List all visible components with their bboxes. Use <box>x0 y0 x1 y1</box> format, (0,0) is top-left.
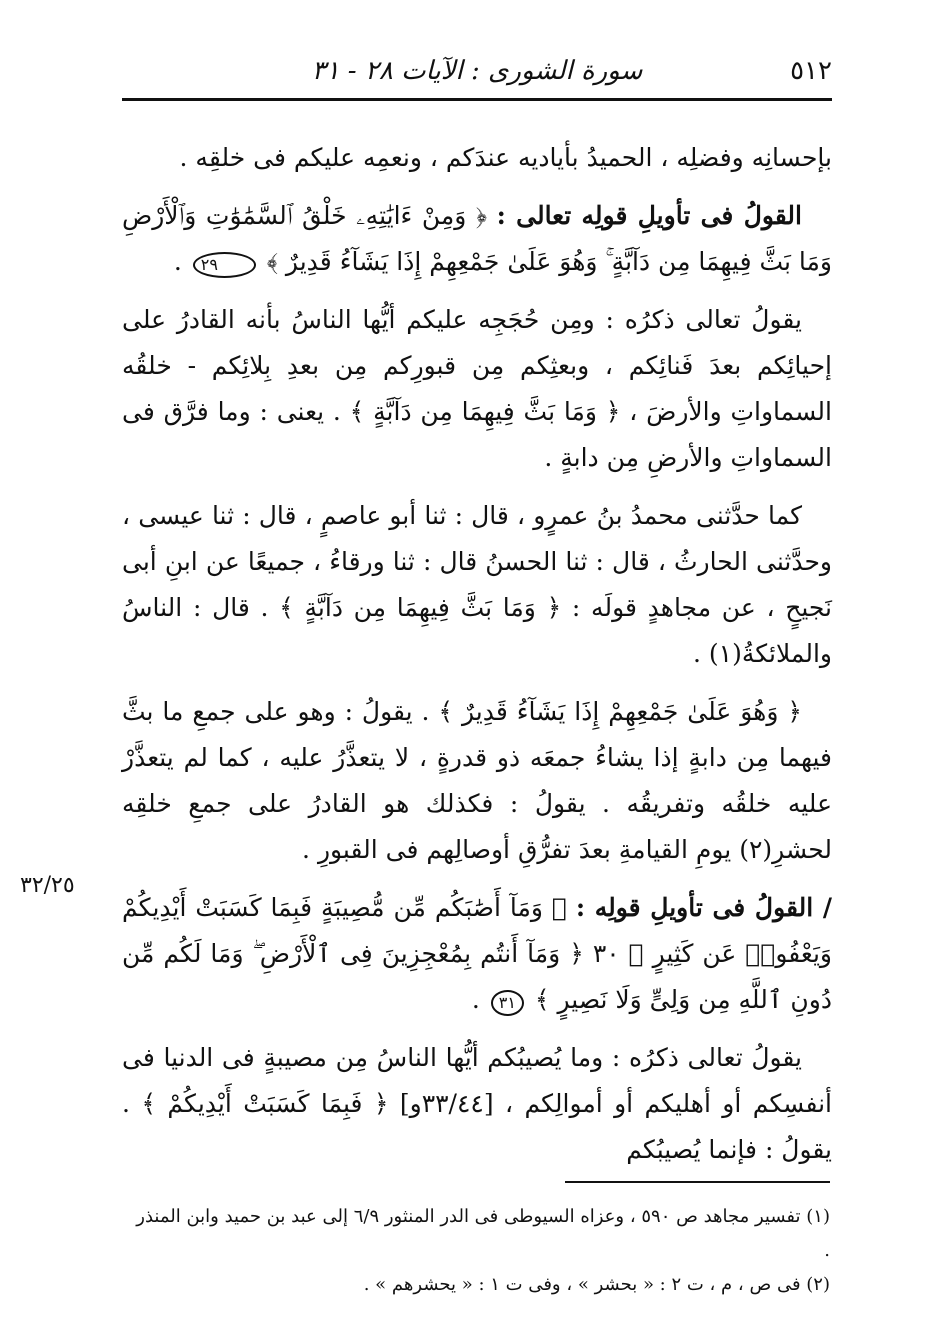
paragraph-text: كما حدَّثنى محمدُ بنُ عمرٍو ، قال : ثنا أبو عاصمٍ ، قال : ثنا عيسى ، وحدَّثنى الحارثُ ، قال : ثنا الحسنُ قال : ثنا ورقاءُ ، جميعًا عن ابنِ أبى نَجيحٍ ، عن مجاهدٍ قولَه : ﴿ وَمَا بَثَّ فِيهِمَا مِن دَآبَّةٍ ﴾ . قال : الناسُ والملائكةُ(١) . <box>122 501 832 668</box>
section-heading: القولُ فى تأويلِ قولِه تعالى : <box>496 201 802 230</box>
main-text <box>122 135 832 1185</box>
margin-reference: ٣٢/٢٥ <box>20 873 75 898</box>
paragraph-text: بإحسانِه وفضلِه ، الحميدُ بأياديه عندَكم ، ونعمِه عليكم فى خلقِه . <box>179 143 832 172</box>
paragraph-tail: . <box>471 985 480 1014</box>
quran-verse: ﴿ وَمَآ أَصَٰبَكُم مِّن مُّصِيبَةٍ فَبِمَا كَسَبَتْ أَيْدِيكُمْ وَيَعْفُوا۟ عَن كَثِيرٍ ﴾ ٣٠ ﴿ وَمَآ أَنتُم بِمُعْجِزِينَ فِى ٱلْأَرْضِ ۖ وَمَا لَكُم مِّن دُونِ ٱللَّهِ مِن وَلِىٍّ وَلَا نَصِيرٍ ﴾ <box>122 893 832 1014</box>
header-rule <box>122 98 832 101</box>
verse-number-badge: ٢٩ <box>193 252 256 278</box>
paragraph-text: يقولُ تعالى ذكرُه : وما يُصيبُكم أيُّها الناسُ مِن مصيبةٍ فى الدنيا فى أنفسِكم أو أهليكم أو أموالِكم ، [٣٣/٤٤و] ﴿ فَبِمَا كَسَبَتْ أَيْدِيكُمْ ﴾ . يقولُ : فإنما يُصيبُكم <box>122 1043 832 1164</box>
quran-verse: ﴿ وَمِنْ ءَايَٰتِهِۦ خَلْقُ ٱلسَّمَٰوَٰتِ وَٱلْأَرْضِ وَمَا بَثَّ فِيهِمَا مِن دَآبَّةٍ ۚ وَهُوَ عَلَىٰ جَمْعِهِمْ إِذَا يَشَآءُ قَدِيرٌ ﴾ <box>122 201 832 276</box>
verse-number-badge: ٣١ <box>491 990 524 1016</box>
paragraph <box>122 885 832 1023</box>
paragraph-tail: . <box>173 247 182 276</box>
paragraph <box>122 135 832 181</box>
footnote: (٢) فى ص ، م ، ت ٢ : « بحشر » ، وفى ت ١ : « يحشرهم » . <box>363 1274 830 1295</box>
page-header <box>122 44 832 94</box>
paragraph-text: ﴿ وَهُوَ عَلَىٰ جَمْعِهِمْ إِذَا يَشَآءُ قَدِيرٌ ﴾ . يقولُ : وهو على جمعِ ما بثَّ فيهما مِن دابةٍ إذا يشاءُ جمعَه ذو قدرةٍ ، لا يتعذَّرُ عليه ، كما لم يتعذَّرْ عليه خلقُه وتفريقُه . يقولُ : فكذلك هو القادرُ على جمعِ خلقِه لحشرِ(٢) يومِ القيامةِ بعدَ تفرُّقِ أوصالِهم فى القبورِ . <box>122 697 832 864</box>
running-title: سورة الشورى : الآيات ٢٨ - ٣١ <box>311 56 643 86</box>
paragraph <box>122 1035 832 1173</box>
footnote: (١) تفسير مجاهد ص ٥٩٠ ، وعزاه السيوطى فى الدر المنثور ٦/٩ إلى عبد بن حميد وابن المنذر . <box>136 1206 830 1261</box>
page-number: ٥١٢ <box>790 56 832 86</box>
paragraph <box>122 689 832 873</box>
paragraph-text: يقولُ تعالى ذكرُه : ومِن حُجَجِه عليكم أيُّها الناسُ بأنه القادرُ على إحيائِكم بعدَ فَنائِكم ، وبعثِكم مِن قبورِكم مِن بعدِ بِلائِكم - خلقُه السماواتِ والأرضَ ، ﴿ وَمَا بَثَّ فِيهِمَا مِن دَآبَّةٍ ﴾ . يعنى : وما فرَّق فى السماواتِ والأرضِ مِن دابةٍ . <box>122 305 832 472</box>
footnote-rule <box>565 1181 830 1183</box>
footnotes <box>130 1200 830 1302</box>
paragraph <box>122 493 832 677</box>
paragraph <box>122 297 832 481</box>
paragraph <box>122 193 832 285</box>
section-heading: / القولُ فى تأويلِ قولِه : <box>575 893 832 922</box>
